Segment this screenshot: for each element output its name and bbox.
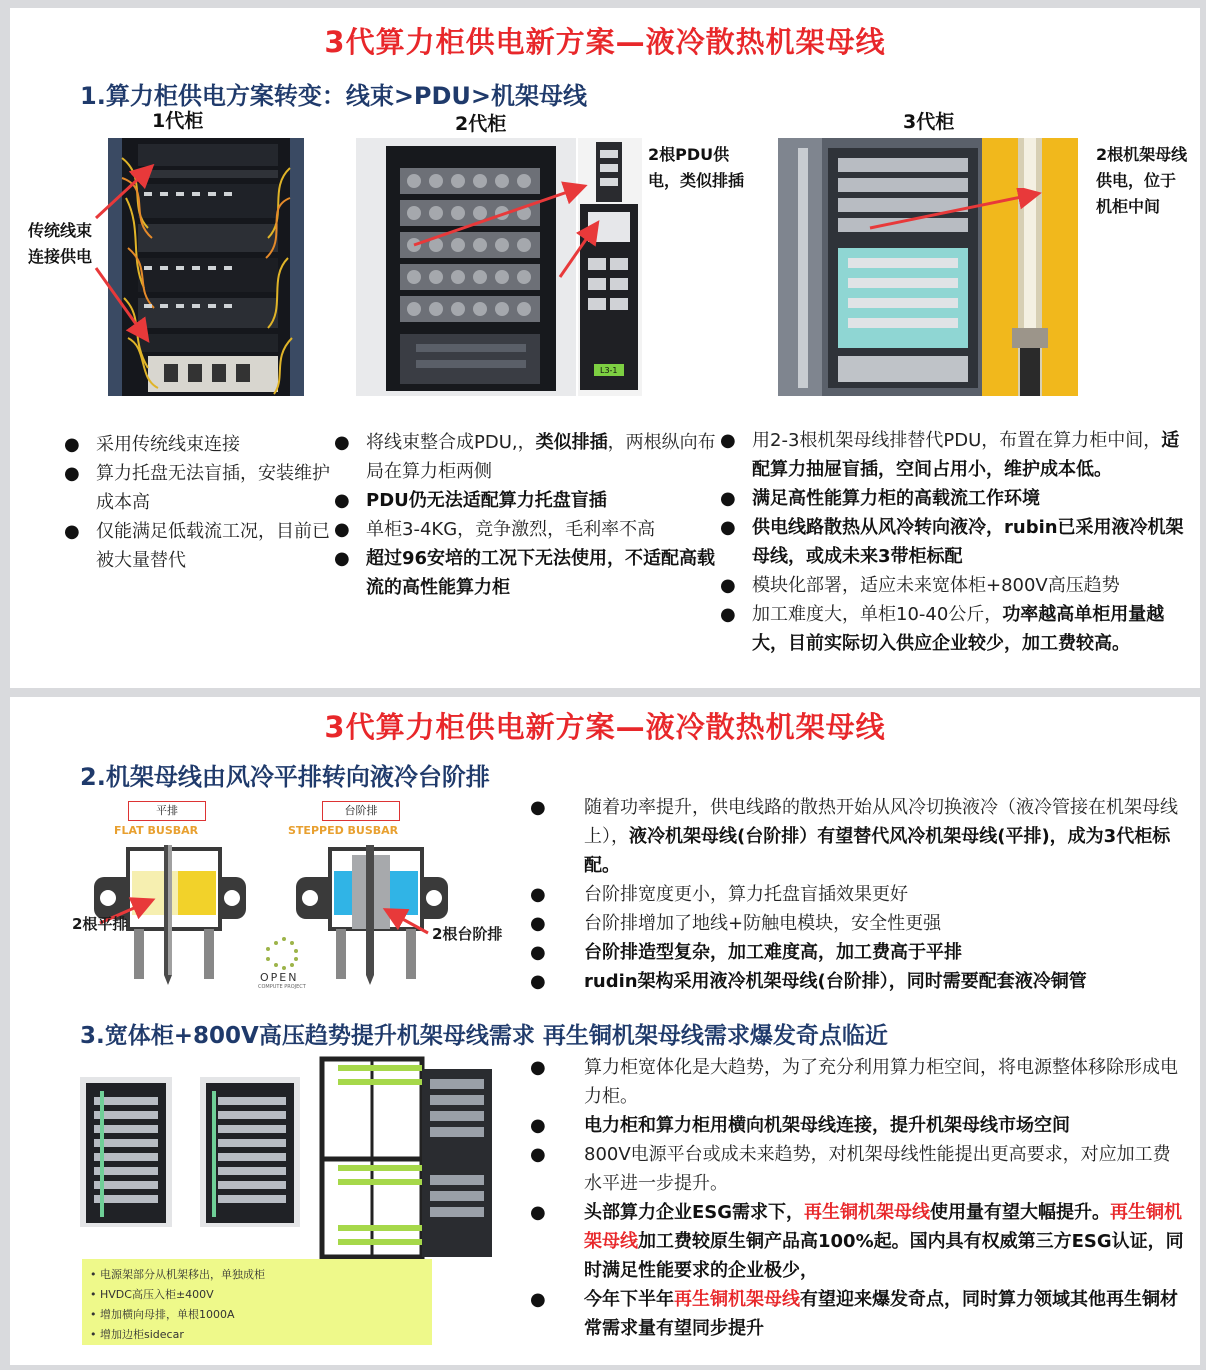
wide-rack-diagram <box>318 1055 498 1265</box>
bullet-icon: ● <box>530 942 546 963</box>
gen3-bullet-1 <box>720 426 1196 484</box>
pdu-tag: L3-1 <box>600 366 618 375</box>
gen3-bullet-3 <box>720 513 1196 571</box>
bullet-icon: ● <box>720 488 736 509</box>
ocp-logo-text: OPEN <box>260 971 299 984</box>
note-item-1: • 电源架部分从机架移出，单独成柜 <box>90 1268 265 1281</box>
busbar-diagram <box>70 793 530 993</box>
gen3-rack-photo <box>778 138 982 396</box>
gen3-callout-line3: 机柜中间 <box>1096 197 1161 216</box>
bullet-icon: ● <box>530 1289 546 1310</box>
bullet-icon: ● <box>530 1144 546 1165</box>
gen2-bullet-2-text: PDU仍无法适配算力托盘盲插 <box>366 490 607 511</box>
slide-1 <box>10 8 1200 688</box>
gen3-callout <box>1096 142 1187 220</box>
gen1-arrows <box>90 158 170 358</box>
gen3-bullet-4-text: 模块化部署，适应未来宽体柜+800V高压趋势 <box>752 575 1120 596</box>
bullet-icon: ● <box>530 1202 546 1223</box>
gen1-callout <box>28 218 92 270</box>
bullet-icon: ● <box>720 430 736 451</box>
bullet-icon: ● <box>530 913 546 934</box>
s2-bullet-1-text-a: 随着功率提升，供电线路的散热开始从风冷切换液冷（液冷管接在机架母线上）， <box>584 797 1178 847</box>
gen1-callout-line1: 传统线束 <box>28 221 93 240</box>
ocp-logo-icon <box>266 937 298 970</box>
s3-bullet-1-text: 算力柜宽体化是大趋势，为了充分利用算力柜空间，将电源整体移除形成电力柜。 <box>584 1057 1178 1107</box>
ocp-logo-subtext: COMPUTE PROJECT <box>258 984 306 990</box>
s2-bullet-4 <box>530 938 1190 967</box>
gen1-bullet-1 <box>64 430 334 459</box>
bullet-icon: ● <box>530 1057 546 1078</box>
gen2-bullets <box>334 428 724 602</box>
s3-bullet-3 <box>530 1140 1186 1198</box>
section-3-title: 3.宽体柜+800V高压趋势提升机架母线需求 再生铜机架母线需求爆发奇点临近 <box>80 1023 888 1049</box>
callout-stepped: 2根台阶排 <box>432 925 503 943</box>
gen2-bullet-1-text-a: 将线束整合成PDU,， <box>366 432 536 453</box>
busbar-photo <box>982 138 1078 396</box>
gen2-bullet-3-text: 单柜3-4KG，竞争激烈，毛利率不高 <box>366 519 656 540</box>
gen2-bullet-3 <box>334 515 724 544</box>
bullet-icon: ● <box>334 432 350 453</box>
gen2-bullet-1-text-b: 类似排插 <box>535 432 608 453</box>
gen3-bullet-3-text: 供电线路散热从风冷转向液冷，rubin已采用液冷机架母线，或成未来3带柜标配 <box>752 517 1184 567</box>
stepped-busbar-label: STEPPED BUSBAR <box>288 824 399 837</box>
s2-bullet-2 <box>530 880 1190 909</box>
bullet-icon: ● <box>530 797 546 818</box>
bullet-icon: ● <box>720 604 736 625</box>
s3-bullet-5-text-a: 今年下半年 <box>584 1289 674 1310</box>
flat-busbar-label: FLAT BUSBAR <box>114 824 199 837</box>
gen2-bullet-4 <box>334 544 724 602</box>
bullet-icon: ● <box>334 490 350 511</box>
wide-rack-photo-1 <box>80 1077 172 1227</box>
callout-flat: 2根平排 <box>72 915 128 933</box>
s2-bullet-5-text: rudin架构采用液冷机架母线(台阶排），同时需要配套液冷铜管 <box>584 971 1087 992</box>
gen3-bullet-5-text-a: 加工难度大，单柜10-40公斤， <box>752 604 1003 625</box>
s2-bullet-5 <box>530 967 1190 996</box>
gen1-bullet-2-text: 算力托盘无法盲插，安装维护成本高 <box>96 463 330 513</box>
gen1-callout-line2: 连接供电 <box>28 247 93 266</box>
note-item-1-text: 电源架部分从机架移出，单独成柜 <box>100 1268 265 1281</box>
gen2-bullet-2 <box>334 486 724 515</box>
s2-bullet-1-text-b: 液冷机架母线(台阶排）有望替代风冷机架母线(平排)，成为3代柜标配。 <box>584 826 1171 876</box>
bullet-icon: ● <box>64 463 80 484</box>
stepped-busbar-graphic <box>296 845 448 985</box>
gen2-label: 2代柜 <box>455 113 507 135</box>
bullet-icon: ● <box>530 971 546 992</box>
gen3-bullet-2-text: 满足高性能算力柜的高载流工作环境 <box>752 488 1040 509</box>
gen1-bullet-2 <box>64 459 334 517</box>
gen2-callout <box>648 142 744 194</box>
gen3-label: 3代柜 <box>903 111 955 133</box>
note-item-3-text: 增加横向母排，单根1000A <box>100 1308 235 1321</box>
s3-bullet-4-text-b: 使用量有望大幅提升。 <box>930 1202 1111 1223</box>
gen3-bullet-5 <box>720 600 1196 658</box>
gen3-bullet-1-text-b: 适配算力抽屉盲插，空间占用小，维护成本低。 <box>752 430 1180 480</box>
s2-bullet-2-text: 台阶排宽度更小，算力托盘盲插效果更好 <box>584 884 908 905</box>
gen3-callout-line2: 供电，位于 <box>1096 171 1177 190</box>
section-3-bullets <box>530 1053 1186 1343</box>
bullet-icon: ● <box>64 521 80 542</box>
s3-bullet-5-text-b: 有望迎来爆发奇点，同时算力领域其他再生铜材常需求量有望同步提升 <box>584 1289 1178 1339</box>
gen2-callout-line2: 电，类似排插 <box>648 171 745 190</box>
bullet-icon: ● <box>334 548 350 569</box>
flat-busbar-tag: 平排 <box>128 801 206 821</box>
bullet-icon: ● <box>334 519 350 540</box>
gen2-bullet-4-text: 超过96安培的工况下无法使用，不适配高载流的高性能算力柜 <box>366 548 716 598</box>
s3-bullet-4-text-c: 加工费较原生铜产品高100%起。国内具有权威第三方ESG认证，同时满足性能要求的企业极少， <box>584 1231 1184 1281</box>
bullet-icon: ● <box>530 884 546 905</box>
s2-bullet-4-text: 台阶排造型复杂，加工难度高，加工费高于平排 <box>584 942 962 963</box>
s3-bullet-2-text: 电力柜和算力柜用横向机架母线连接，提升机架母线市场空间 <box>584 1115 1070 1136</box>
gen3-arrow <box>860 188 1060 238</box>
s3-bullet-1 <box>530 1053 1186 1111</box>
slide-2-title: 3代算力柜供电新方案—液冷散热机架母线 <box>324 710 886 744</box>
s3-bullet-4-highlight-1: 再生铜机架母线 <box>804 1202 931 1223</box>
gen2-arrows <box>410 173 610 283</box>
stepped-busbar-tag: 台阶排 <box>322 801 400 821</box>
bullet-icon: ● <box>530 1115 546 1136</box>
slide-1-title: 3代算力柜供电新方案—液冷散热机架母线 <box>324 25 886 59</box>
gen1-bullet-3 <box>64 517 334 575</box>
s3-bullet-4 <box>530 1198 1186 1285</box>
s2-bullet-3-text: 台阶排增加了地线+防触电模块，安全性更强 <box>584 913 942 934</box>
s3-bullet-2 <box>530 1111 1186 1140</box>
note-item-2: • HVDC高压入柜±400V <box>90 1288 214 1301</box>
bullet-icon: ● <box>64 434 80 455</box>
gen3-callout-line1: 2根机架母线 <box>1096 145 1188 164</box>
s3-bullet-4-highlight-2: 再生铜机架母线 <box>584 1202 1183 1252</box>
note-item-4-text: 增加边柜sidecar <box>100 1328 184 1341</box>
gen1-label: 1代柜 <box>152 110 204 132</box>
gen1-bullet-3-text: 仅能满足低载流工况，目前已被大量替代 <box>96 521 330 571</box>
gen2-callout-line1: 2根PDU供 <box>648 145 730 164</box>
s3-bullet-5-highlight: 再生铜机架母线 <box>674 1289 800 1310</box>
gen3-bullet-2 <box>720 484 1196 513</box>
gen3-bullet-5-text-b: 功率越高单柜用量越大，目前实际切入供应企业较少，加工费较高。 <box>752 604 1165 654</box>
note-item-2-text: HVDC高压入柜±400V <box>100 1288 214 1301</box>
section-2-bullets <box>530 793 1190 996</box>
gen3-bullet-4 <box>720 571 1196 600</box>
wide-rack-photo-2 <box>200 1077 300 1227</box>
bullet-icon: ● <box>720 517 736 538</box>
busbar-drawing <box>70 841 530 991</box>
s2-bullet-3 <box>530 909 1190 938</box>
s3-bullet-5 <box>530 1285 1186 1343</box>
gen3-bullets <box>720 426 1196 658</box>
s3-bullet-3-text: 800V电源平台或成未来趋势，对机架母线性能提出更高要求，对应加工费水平进一步提升。 <box>584 1144 1171 1194</box>
gen2-bullet-1-text-c: ，两根纵向布局在算力柜两侧 <box>366 432 716 482</box>
s3-bullet-4-text-a: 头部算力企业ESG需求下， <box>584 1202 805 1223</box>
yellow-note-box <box>82 1259 432 1345</box>
section-2-title: 2.机架母线由风冷平排转向液冷台阶排 <box>80 763 490 791</box>
slide-2 <box>10 697 1200 1365</box>
gen2-bullet-1 <box>334 428 724 486</box>
bullet-icon: ● <box>720 575 736 596</box>
gen1-bullets <box>64 430 334 575</box>
note-item-4: • 增加边柜sidecar <box>90 1328 184 1341</box>
note-item-3: • 增加横向母排，单根1000A <box>90 1308 235 1321</box>
s2-bullet-1 <box>530 793 1190 880</box>
gen1-bullet-1-text: 采用传统线束连接 <box>96 434 240 455</box>
section-1-title: 1.算力柜供电方案转变：线束>PDU>机架母线 <box>80 82 588 110</box>
gen3-bullet-1-text-a: 用2-3根机架母线排替代PDU，布置在算力柜中间， <box>752 430 1162 451</box>
